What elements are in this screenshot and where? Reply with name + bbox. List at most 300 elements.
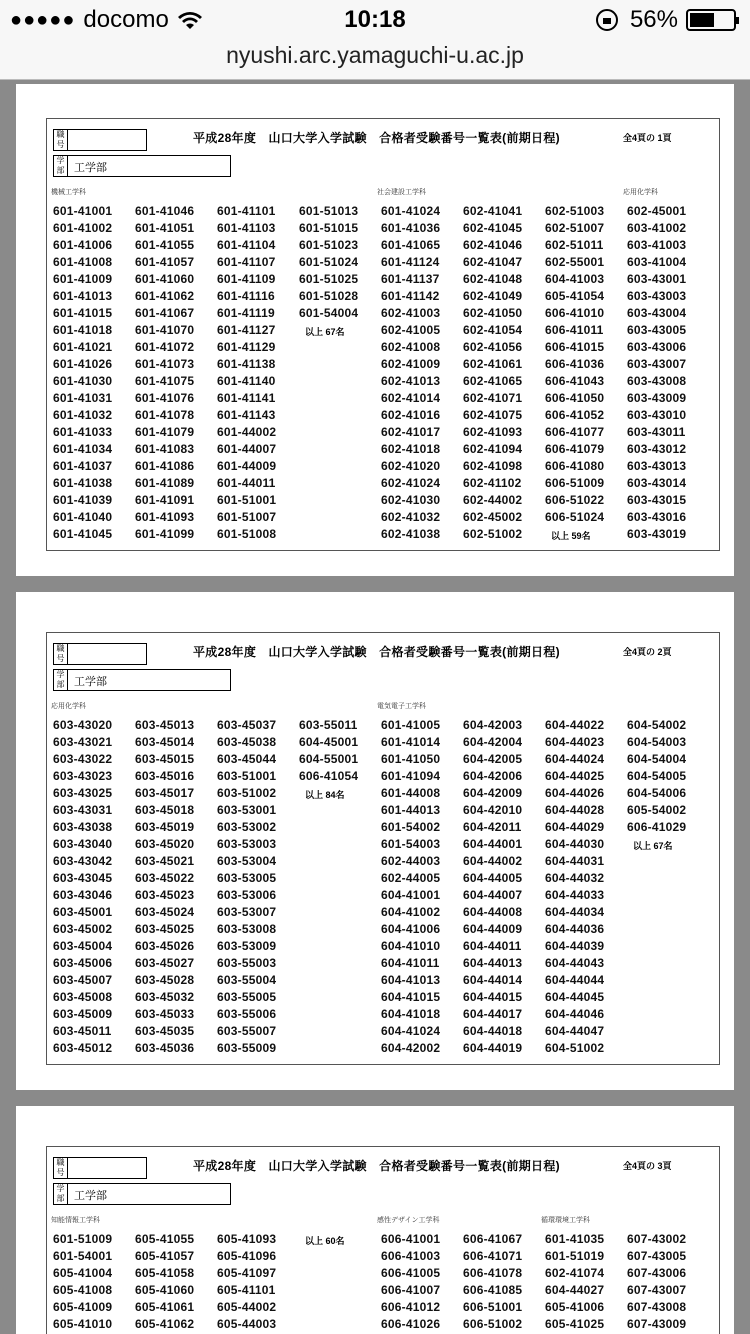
exam-number: 606-41005 — [381, 1266, 441, 1280]
number-column — [381, 203, 440, 543]
exam-number: 601-41060 — [135, 272, 195, 286]
exam-number: 601-41009 — [53, 272, 113, 286]
exam-number: 604-44044 — [545, 973, 605, 987]
number-column — [299, 717, 358, 785]
exam-number: 605-41101 — [217, 1283, 276, 1297]
exam-number: 602-41008 — [381, 340, 441, 354]
exam-number: 604-41003 — [545, 272, 605, 286]
exam-number: 603-43040 — [53, 837, 113, 851]
exam-number: 601-41030 — [53, 374, 113, 388]
exam-number: 601-41070 — [135, 323, 195, 337]
exam-number: 603-45013 — [135, 718, 195, 732]
exam-number: 603-45019 — [135, 820, 195, 834]
faculty-box — [53, 1183, 231, 1205]
exam-number: 605-41054 — [545, 289, 605, 303]
exam-number: 601-41006 — [53, 238, 113, 252]
exam-number: 605-41004 — [53, 1266, 113, 1280]
exam-number: 604-44017 — [463, 1007, 523, 1021]
exam-number: 601-41039 — [53, 493, 113, 507]
exam-number: 603-45027 — [135, 956, 195, 970]
exam-number: 603-55004 — [217, 973, 277, 987]
exam-number: 602-41020 — [381, 459, 441, 473]
doc-title: 平成28年度 山口大学入学試験 合格者受験番号一覧表(前期日程) — [193, 1159, 560, 1173]
exam-number: 601-41083 — [135, 442, 195, 456]
exam-number: 603-43038 — [53, 820, 113, 834]
exam-number: 601-41057 — [135, 255, 195, 269]
exam-number: 606-41010 — [545, 306, 605, 320]
exam-number: 603-43004 — [627, 306, 687, 320]
exam-number: 603-53005 — [217, 871, 277, 885]
exam-number: 604-44019 — [463, 1041, 523, 1055]
exam-number: 601-41021 — [53, 340, 113, 354]
exam-number: 601-41142 — [381, 289, 440, 303]
exam-number: 602-41056 — [463, 340, 523, 354]
exam-number: 604-44024 — [545, 752, 605, 766]
exam-number: 601-41024 — [381, 204, 441, 218]
exam-number: 604-44045 — [545, 990, 605, 1004]
exam-number: 602-41041 — [463, 204, 523, 218]
exam-number: 603-53002 — [217, 820, 277, 834]
exam-number: 602-41054 — [463, 323, 523, 337]
exam-number: 603-43015 — [627, 493, 687, 507]
exam-number: 604-42005 — [463, 752, 523, 766]
exam-number: 603-53001 — [217, 803, 277, 817]
exam-number: 601-41031 — [53, 391, 113, 405]
number-column — [545, 1231, 604, 1333]
box-label: 学 部 — [54, 670, 68, 690]
exam-number: 604-42011 — [463, 820, 522, 834]
exam-number: 601-41005 — [381, 718, 441, 732]
exam-number: 604-44029 — [545, 820, 605, 834]
exam-number: 601-41093 — [135, 510, 195, 524]
document-page-1 — [16, 84, 734, 576]
exam-number: 604-41001 — [381, 888, 441, 902]
exam-number: 601-41101 — [217, 204, 276, 218]
exam-number: 606-41026 — [381, 1317, 441, 1331]
exam-number: 603-43009 — [627, 391, 687, 405]
exam-number: 601-51025 — [299, 272, 359, 286]
exam-number: 602-41065 — [463, 374, 523, 388]
exam-number: 602-41038 — [381, 527, 441, 541]
exam-number: 603-51002 — [217, 786, 277, 800]
page-frame — [46, 1146, 720, 1334]
exam-number: 604-42009 — [463, 786, 523, 800]
page-number: 全4頁の 1頁 — [623, 133, 672, 143]
carrier-name: docomo — [83, 6, 169, 33]
exam-number: 601-41091 — [135, 493, 195, 507]
exam-number: 602-41074 — [545, 1266, 605, 1280]
exam-number: 601-51008 — [217, 527, 277, 541]
exam-number: 601-51013 — [299, 204, 359, 218]
exam-number: 603-41004 — [627, 255, 687, 269]
count-label: 以上 60名 — [305, 1236, 345, 1246]
exam-number: 607-43006 — [627, 1266, 687, 1280]
exam-number: 603-45024 — [135, 905, 195, 919]
exam-number: 603-45032 — [135, 990, 195, 1004]
exam-number: 603-43020 — [53, 718, 113, 732]
number-column — [53, 1231, 112, 1333]
exam-number: 604-44022 — [545, 718, 605, 732]
exam-number: 602-41024 — [381, 476, 441, 490]
exam-number: 603-45018 — [135, 803, 195, 817]
exam-number: 605-41008 — [53, 1283, 113, 1297]
exam-number: 606-41029 — [627, 820, 687, 834]
exam-number: 601-41037 — [53, 459, 113, 473]
exam-number: 602-41049 — [463, 289, 523, 303]
exam-number: 603-43025 — [53, 786, 113, 800]
exam-number: 604-45001 — [299, 735, 359, 749]
number-column — [627, 203, 686, 543]
exam-number: 604-44033 — [545, 888, 605, 902]
exam-number: 601-41107 — [217, 255, 276, 269]
exam-number: 603-43021 — [53, 735, 113, 749]
exam-number: 601-41124 — [381, 255, 440, 269]
exam-number: 606-51022 — [545, 493, 605, 507]
exam-number: 603-45015 — [135, 752, 195, 766]
exam-number: 601-41038 — [53, 476, 113, 490]
exam-number: 602-41003 — [381, 306, 441, 320]
exam-number: 606-41011 — [545, 323, 604, 337]
exam-number: 602-41050 — [463, 306, 523, 320]
exam-number: 601-41116 — [217, 289, 275, 303]
exam-number: 602-41005 — [381, 323, 441, 337]
exam-number: 601-41140 — [217, 374, 276, 388]
exam-number: 605-41062 — [135, 1317, 195, 1331]
exam-number: 605-41055 — [135, 1232, 195, 1246]
exam-number: 603-45006 — [53, 956, 113, 970]
exam-number: 603-45025 — [135, 922, 195, 936]
exam-number: 604-55001 — [299, 752, 359, 766]
exam-number: 604-44046 — [545, 1007, 605, 1021]
exam-number-box — [53, 129, 147, 151]
exam-number: 604-42003 — [463, 718, 523, 732]
exam-number: 601-41034 — [53, 442, 113, 456]
exam-number: 601-41032 — [53, 408, 113, 422]
exam-number: 604-42004 — [463, 735, 523, 749]
exam-number: 606-51009 — [545, 476, 605, 490]
exam-number: 603-43031 — [53, 803, 113, 817]
exam-number: 605-41009 — [53, 1300, 113, 1314]
exam-number: 604-42010 — [463, 803, 523, 817]
exam-number: 601-41079 — [135, 425, 195, 439]
exam-number: 601-41072 — [135, 340, 195, 354]
exam-number: 605-41025 — [545, 1317, 605, 1331]
exam-number: 602-41016 — [381, 408, 441, 422]
exam-number: 601-41065 — [381, 238, 441, 252]
exam-number: 603-43019 — [627, 527, 687, 541]
battery-icon — [686, 9, 736, 31]
exam-number: 602-51002 — [463, 527, 523, 541]
exam-number: 603-45001 — [53, 905, 113, 919]
exam-number: 602-44005 — [381, 871, 441, 885]
signal-icon: ●●●●● — [10, 8, 76, 31]
exam-number: 607-43008 — [627, 1300, 687, 1314]
exam-number: 605-41057 — [135, 1249, 195, 1263]
exam-number: 601-54003 — [381, 837, 441, 851]
exam-number: 603-45022 — [135, 871, 195, 885]
exam-number: 601-41109 — [217, 272, 276, 286]
exam-number: 605-54002 — [627, 803, 687, 817]
exam-number: 602-41094 — [463, 442, 523, 456]
exam-number: 603-43022 — [53, 752, 113, 766]
number-column — [53, 717, 112, 1057]
status-bar — [0, 0, 750, 40]
exam-number: 601-44008 — [381, 786, 441, 800]
exam-number: 604-41024 — [381, 1024, 441, 1038]
exam-number: 602-41046 — [463, 238, 523, 252]
exam-number: 602-45001 — [627, 204, 687, 218]
exam-number: 606-41071 — [463, 1249, 523, 1263]
exam-number: 603-45037 — [217, 718, 277, 732]
exam-number: 603-53008 — [217, 922, 277, 936]
exam-number: 602-41075 — [463, 408, 523, 422]
exam-number: 601-41062 — [135, 289, 195, 303]
document-page-3 — [16, 1106, 734, 1334]
exam-number: 603-43042 — [53, 854, 113, 868]
exam-number: 606-41036 — [545, 357, 605, 371]
exam-number: 601-41075 — [135, 374, 195, 388]
exam-number: 604-44025 — [545, 769, 605, 783]
exam-number: 603-45023 — [135, 888, 195, 902]
box-label: 職 号 — [54, 644, 68, 664]
exam-number: 601-41035 — [545, 1232, 605, 1246]
exam-number: 603-45011 — [53, 1024, 112, 1038]
exam-number: 601-41051 — [135, 221, 195, 235]
exam-number: 601-41127 — [217, 323, 276, 337]
exam-number: 605-41093 — [217, 1232, 277, 1246]
exam-number: 603-43012 — [627, 442, 687, 456]
page-frame — [46, 632, 720, 1065]
number-column — [53, 203, 112, 543]
exam-number: 601-41076 — [135, 391, 195, 405]
dept-label: 知能情報工学科 — [51, 1217, 100, 1224]
exam-number: 602-41071 — [463, 391, 523, 405]
exam-number: 603-55003 — [217, 956, 277, 970]
exam-number: 601-51009 — [53, 1232, 113, 1246]
exam-number: 601-41067 — [135, 306, 195, 320]
exam-number: 604-44028 — [545, 803, 605, 817]
exam-number: 603-43010 — [627, 408, 687, 422]
exam-number: 601-54002 — [381, 820, 441, 834]
exam-number: 603-53006 — [217, 888, 277, 902]
exam-number: 601-41078 — [135, 408, 195, 422]
exam-number: 604-51002 — [545, 1041, 605, 1055]
number-column — [463, 1231, 522, 1333]
dept-label: 応用化学科 — [623, 189, 658, 196]
exam-number: 601-41046 — [135, 204, 195, 218]
exam-number: 601-41094 — [381, 769, 441, 783]
dept-label: 循環環境工学科 — [541, 1217, 590, 1224]
exam-number: 607-43007 — [627, 1283, 687, 1297]
exam-number: 603-43008 — [627, 374, 687, 388]
exam-number: 604-44009 — [463, 922, 523, 936]
exam-number: 603-43005 — [627, 323, 687, 337]
exam-number: 603-43006 — [627, 340, 687, 354]
exam-number: 601-41050 — [381, 752, 441, 766]
exam-number: 606-41012 — [381, 1300, 441, 1314]
count-label: 以上 59名 — [551, 531, 591, 541]
exam-number: 606-41007 — [381, 1283, 441, 1297]
exam-number: 605-41096 — [217, 1249, 277, 1263]
exam-number: 601-41036 — [381, 221, 441, 235]
exam-number: 604-54005 — [627, 769, 687, 783]
exam-number: 604-44023 — [545, 735, 605, 749]
exam-number: 604-42002 — [381, 1041, 441, 1055]
exam-number: 601-51023 — [299, 238, 359, 252]
exam-number: 604-44031 — [545, 854, 605, 868]
exam-number: 601-44007 — [217, 442, 277, 456]
exam-number: 602-41061 — [463, 357, 523, 371]
exam-number: 601-51001 — [217, 493, 277, 507]
exam-number: 601-41015 — [53, 306, 113, 320]
exam-number: 601-41073 — [135, 357, 195, 371]
exam-number: 601-51015 — [299, 221, 359, 235]
exam-number: 601-51007 — [217, 510, 277, 524]
exam-number: 601-41129 — [217, 340, 276, 354]
exam-number: 603-45033 — [135, 1007, 195, 1021]
exam-number: 604-44026 — [545, 786, 605, 800]
number-column — [217, 203, 276, 543]
exam-number: 606-41080 — [545, 459, 605, 473]
exam-number: 603-55005 — [217, 990, 277, 1004]
exam-number: 604-44002 — [463, 854, 523, 868]
exam-number: 604-44018 — [463, 1024, 523, 1038]
exam-number: 602-41048 — [463, 272, 523, 286]
exam-number: 605-41006 — [545, 1300, 605, 1314]
exam-number: 603-43045 — [53, 871, 113, 885]
exam-number: 601-41143 — [217, 408, 276, 422]
exam-number: 604-41018 — [381, 1007, 441, 1021]
exam-number: 606-51024 — [545, 510, 605, 524]
exam-number: 606-51001 — [463, 1300, 523, 1314]
exam-number: 601-44013 — [381, 803, 441, 817]
exam-number: 601-41014 — [381, 735, 441, 749]
exam-number: 603-43007 — [627, 357, 687, 371]
exam-number: 604-44039 — [545, 939, 605, 953]
exam-number: 606-41077 — [545, 425, 605, 439]
exam-number: 604-44047 — [545, 1024, 605, 1038]
number-column — [627, 717, 686, 836]
exam-number: 602-41013 — [381, 374, 441, 388]
battery-fill — [690, 13, 714, 27]
exam-number: 601-44011 — [217, 476, 276, 490]
exam-number: 603-53009 — [217, 939, 277, 953]
exam-number: 603-53004 — [217, 854, 277, 868]
exam-number: 601-51028 — [299, 289, 359, 303]
exam-number: 602-41093 — [463, 425, 523, 439]
exam-number: 601-41103 — [217, 221, 276, 235]
exam-number: 603-45012 — [53, 1041, 113, 1055]
exam-number: 601-41033 — [53, 425, 113, 439]
exam-number: 604-44013 — [463, 956, 523, 970]
exam-number: 602-41018 — [381, 442, 441, 456]
exam-number: 601-41013 — [53, 289, 113, 303]
number-column — [463, 203, 522, 543]
exam-number: 602-41030 — [381, 493, 441, 507]
exam-number: 607-43009 — [627, 1317, 687, 1331]
box-label: 学 部 — [54, 156, 68, 176]
faculty-box — [53, 155, 231, 177]
number-column — [627, 1231, 686, 1333]
exam-number: 606-41085 — [463, 1283, 523, 1297]
exam-number: 603-43023 — [53, 769, 113, 783]
exam-number: 603-43046 — [53, 888, 113, 902]
exam-number: 604-41011 — [381, 956, 440, 970]
exam-number: 603-43003 — [627, 289, 687, 303]
exam-number: 603-45014 — [135, 735, 195, 749]
exam-number: 604-44027 — [545, 1283, 605, 1297]
page-number: 全4頁の 2頁 — [623, 647, 672, 657]
exam-number: 601-44002 — [217, 425, 277, 439]
exam-number: 603-45036 — [135, 1041, 195, 1055]
exam-number: 606-41003 — [381, 1249, 441, 1263]
box-label: 職 号 — [54, 130, 68, 150]
exam-number: 604-41015 — [381, 990, 441, 1004]
exam-number: 602-41102 — [463, 476, 522, 490]
exam-number: 602-51007 — [545, 221, 605, 235]
box-label: 職 号 — [54, 1158, 68, 1178]
exam-number: 603-45009 — [53, 1007, 113, 1021]
exam-number: 604-54004 — [627, 752, 687, 766]
rotation-lock-icon — [596, 9, 618, 31]
exam-number: 603-45004 — [53, 939, 113, 953]
count-label: 以上 67名 — [305, 327, 345, 337]
box-label: 学 部 — [54, 1184, 68, 1204]
exam-number: 601-44009 — [217, 459, 277, 473]
exam-number: 605-41097 — [217, 1266, 277, 1280]
exam-number: 605-44003 — [217, 1317, 277, 1331]
number-column — [545, 203, 604, 526]
exam-number: 602-41032 — [381, 510, 441, 524]
exam-number: 601-41002 — [53, 221, 113, 235]
number-column — [135, 717, 194, 1057]
exam-number: 601-41001 — [53, 204, 113, 218]
exam-number: 604-41002 — [381, 905, 441, 919]
exam-number: 603-45007 — [53, 973, 113, 987]
exam-number: 603-55011 — [299, 718, 358, 732]
exam-number: 601-41089 — [135, 476, 195, 490]
exam-number: 603-51001 — [217, 769, 277, 783]
address-bar[interactable]: nyushi.arc.yamaguchi-u.ac.jp — [0, 40, 750, 80]
number-column — [299, 203, 358, 322]
exam-number: 604-44011 — [463, 939, 522, 953]
exam-number: 601-51019 — [545, 1249, 605, 1263]
exam-number: 606-41043 — [545, 374, 605, 388]
exam-number: 605-41061 — [135, 1300, 195, 1314]
exam-number: 602-41047 — [463, 255, 523, 269]
dept-label: 電気電子工学科 — [377, 703, 426, 710]
doc-title: 平成28年度 山口大学入学試験 合格者受験番号一覧表(前期日程) — [193, 645, 560, 659]
number-column — [135, 1231, 194, 1333]
exam-number: 603-45038 — [217, 735, 277, 749]
exam-number: 601-41099 — [135, 527, 195, 541]
exam-number: 606-41079 — [545, 442, 605, 456]
exam-number: 605-41010 — [53, 1317, 113, 1331]
exam-number: 603-43016 — [627, 510, 687, 524]
exam-number: 602-41017 — [381, 425, 441, 439]
exam-number: 604-54002 — [627, 718, 687, 732]
exam-number: 603-45002 — [53, 922, 113, 936]
dept-label: 応用化学科 — [51, 703, 86, 710]
dept-label: 感性デザイン工学科 — [377, 1217, 440, 1224]
exam-number: 603-43001 — [627, 272, 687, 286]
exam-number: 602-51003 — [545, 204, 605, 218]
exam-number: 603-45017 — [135, 786, 195, 800]
clock: 10:18 — [344, 6, 406, 33]
exam-number: 606-41050 — [545, 391, 605, 405]
exam-number: 604-44036 — [545, 922, 605, 936]
exam-number: 606-51002 — [463, 1317, 523, 1331]
